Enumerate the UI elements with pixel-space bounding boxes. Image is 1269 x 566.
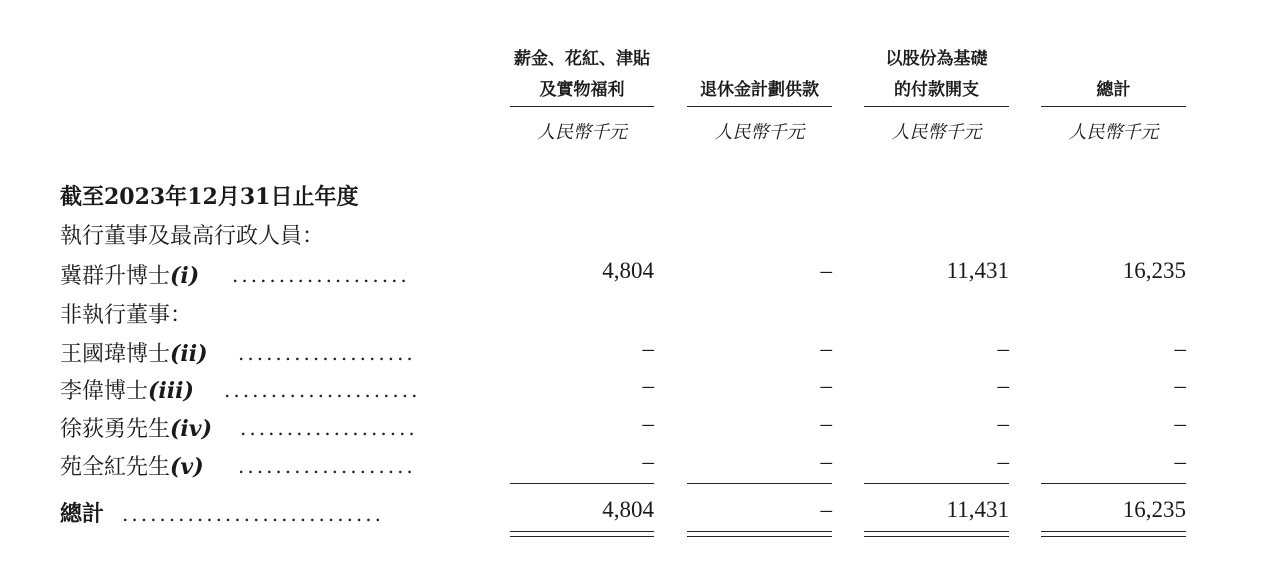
subtotal-rule: [1041, 483, 1186, 484]
column-unit: 人民幣千元: [537, 122, 627, 143]
row-label: [60, 450, 204, 481]
double-rule-bottom: [864, 536, 1009, 537]
subtotal-rule: [864, 483, 1009, 484]
row-note: (v): [170, 454, 204, 480]
double-rule-top: [510, 531, 654, 532]
leader-dots: ...................: [238, 341, 416, 365]
total-total: 16,235: [1122, 497, 1186, 522]
cell-share-based: –: [997, 336, 1009, 361]
cell-pension: –: [820, 449, 832, 474]
column-header-pension-line2: 退休金計劃供款: [700, 80, 819, 100]
double-rule-top: [1041, 531, 1186, 532]
row-note: (ii): [170, 341, 208, 367]
row-name: 徐荻勇先生: [60, 417, 171, 442]
cell-share-based: 11,431: [946, 258, 1009, 283]
double-rule-bottom: [687, 536, 832, 537]
column-unit: 人民幣千元: [1068, 122, 1159, 143]
cell-pension: –: [820, 336, 832, 361]
cell-total: –: [1174, 411, 1186, 436]
column-header-share-based-line2: 的付款開支: [894, 80, 979, 100]
double-rule-top: [864, 531, 1009, 532]
column-header-rule: [1041, 106, 1186, 107]
group-label-non-executive: 非執行董事：: [60, 303, 193, 328]
row-note: (iv): [170, 416, 212, 442]
cell-share-based: –: [997, 411, 1009, 436]
column-header-rule: [864, 106, 1009, 107]
cell-total: –: [1174, 336, 1186, 361]
cell-pension: –: [820, 258, 832, 283]
column-header-total-line2: 總計: [1096, 80, 1131, 100]
total-share-based: 11,431: [946, 497, 1009, 522]
leader-dots: ...................: [232, 263, 410, 287]
cell-pension: –: [820, 411, 832, 436]
cell-salaries: –: [642, 336, 654, 361]
row-name: 李偉博士: [60, 379, 149, 404]
cell-salaries: –: [642, 449, 654, 474]
total-salaries: 4,804: [602, 497, 654, 522]
row-label: [60, 259, 199, 290]
column-unit: 人民幣千元: [891, 122, 982, 143]
row-note: (i): [170, 263, 200, 289]
leader-dots: ...................: [240, 416, 418, 440]
group-label-executive: 執行董事及最高行政人員：: [60, 224, 325, 249]
leader-dots: ............................: [122, 502, 385, 526]
section-title: 截至2023年12月31日止年度: [60, 184, 359, 210]
subtotal-rule: [510, 483, 654, 484]
column-header-rule: [687, 106, 832, 107]
leader-dots: .....................: [224, 378, 421, 402]
column-header-salaries-line2: 及實物福利: [539, 80, 625, 100]
row-label: [60, 412, 212, 443]
double-rule-bottom: [1041, 536, 1186, 537]
column-header-salaries-line1: 薪金、花紅、津貼: [514, 49, 650, 69]
row-note: (iii): [148, 378, 194, 404]
double-rule-bottom: [510, 536, 654, 537]
cell-share-based: –: [997, 449, 1009, 474]
row-name: 王國瑋博士: [60, 342, 171, 367]
row-name: 苑全紅先生: [60, 455, 171, 480]
column-unit: 人民幣千元: [714, 122, 805, 143]
cell-total: 16,235: [1122, 258, 1186, 283]
total-label: 總計: [60, 501, 105, 527]
cell-salaries: –: [642, 373, 654, 398]
row-label: [60, 374, 194, 405]
row-label: [60, 337, 208, 368]
double-rule-top: [687, 531, 832, 532]
cell-share-based: –: [997, 373, 1009, 398]
cell-salaries: –: [642, 411, 654, 436]
row-name: 冀群升博士: [60, 264, 171, 289]
column-header-rule: [510, 106, 654, 107]
total-pension: –: [820, 497, 832, 522]
cell-total: –: [1174, 449, 1186, 474]
column-header-share-based-line1: 以股份為基礎: [885, 49, 988, 69]
cell-pension: –: [820, 373, 832, 398]
leader-dots: ...................: [238, 454, 416, 478]
cell-total: –: [1174, 373, 1186, 398]
subtotal-rule: [687, 483, 832, 484]
cell-salaries: 4,804: [602, 258, 654, 283]
